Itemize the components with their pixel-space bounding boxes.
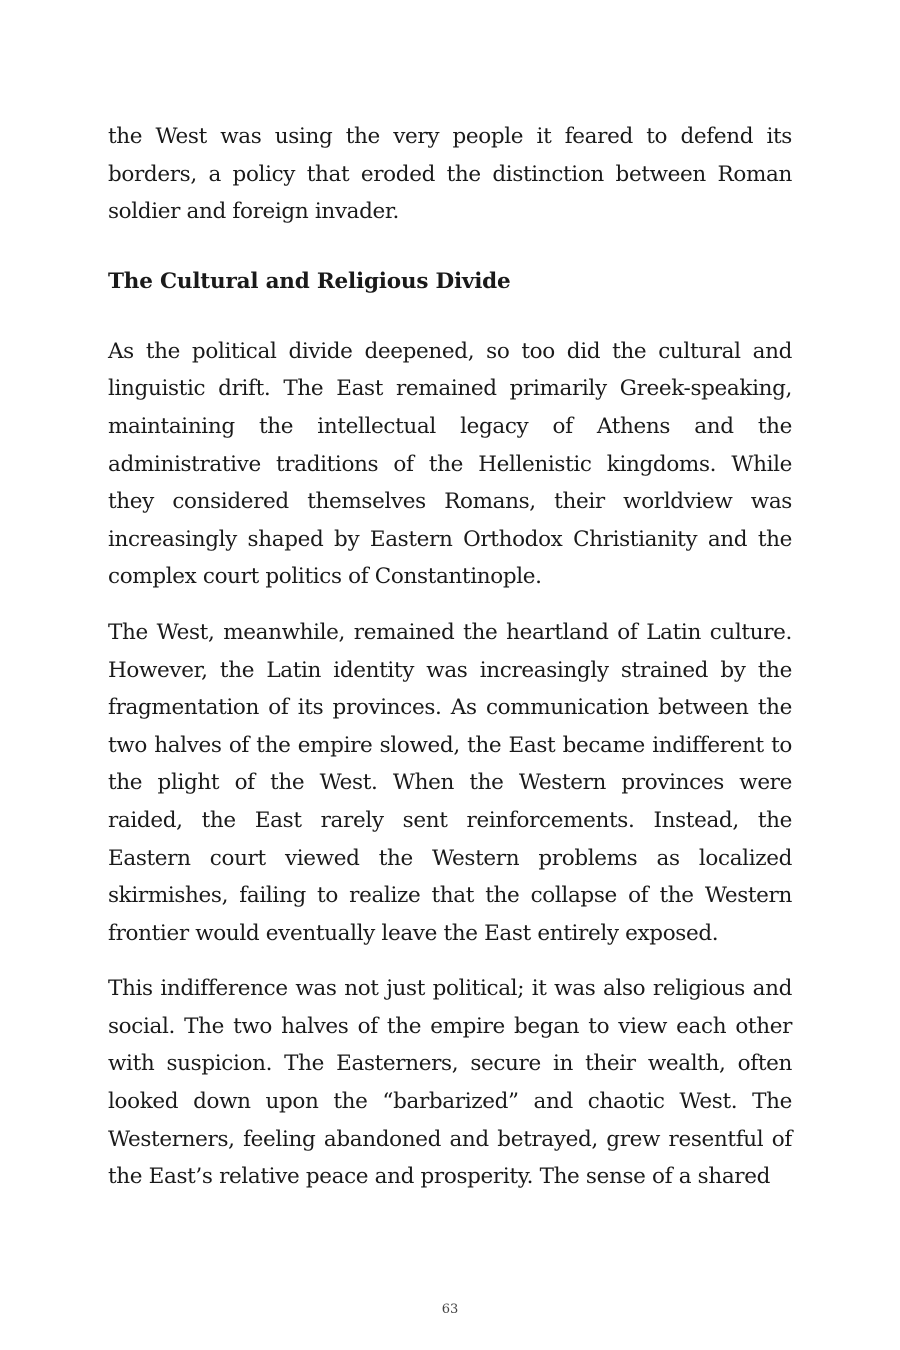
paragraph: This indifference was not just political; it was also religious and social. The two halves of the empire began to view each other with suspicion. The Easterners, secure in their wealth, often looked down upon the “barbarized” and chaotic West. The Westerners, feeling abandoned and betrayed, grew resentful of the East’s relative peace and prosperity. The sense of a shared xyxy=(108,976,792,1190)
paragraph: As the political divide deepened, so too did the cultural and linguistic drift. The East remained primarily Greek-speaking, maintaining the intellectual legacy of Athens and the administrative traditions of the Hellenistic kingdoms. While they considered themselves Romans, their worldview was increasingly shaped by Eastern Orthodox Christianity and the complex court politics of Constantinople. xyxy=(108,338,792,590)
paragraph: The West, meanwhile, remained the heartland of Latin culture. However, the Latin identity was increasingly strained by the fragmentation of its provinces. As communication between the two halves of the empire slowed, the East became indifferent to the plight of the West. When the Western provinces were raided, the East rarely sent reinforcements. Instead, the Eastern court viewed the Western problems as localized skirmishes, failing to realize that the collapse of the Western frontier would eventually leave the East entirely exposed. xyxy=(108,619,792,946)
page-body xyxy=(108,118,792,1196)
paragraph-continued: the West was using the very people it feared to defend its borders, a policy that eroded the distinction between Roman soldier and foreign invader. xyxy=(108,124,792,225)
section-heading: The Cultural and Religious Divide xyxy=(108,268,511,294)
page-number: 63 xyxy=(441,1302,459,1317)
